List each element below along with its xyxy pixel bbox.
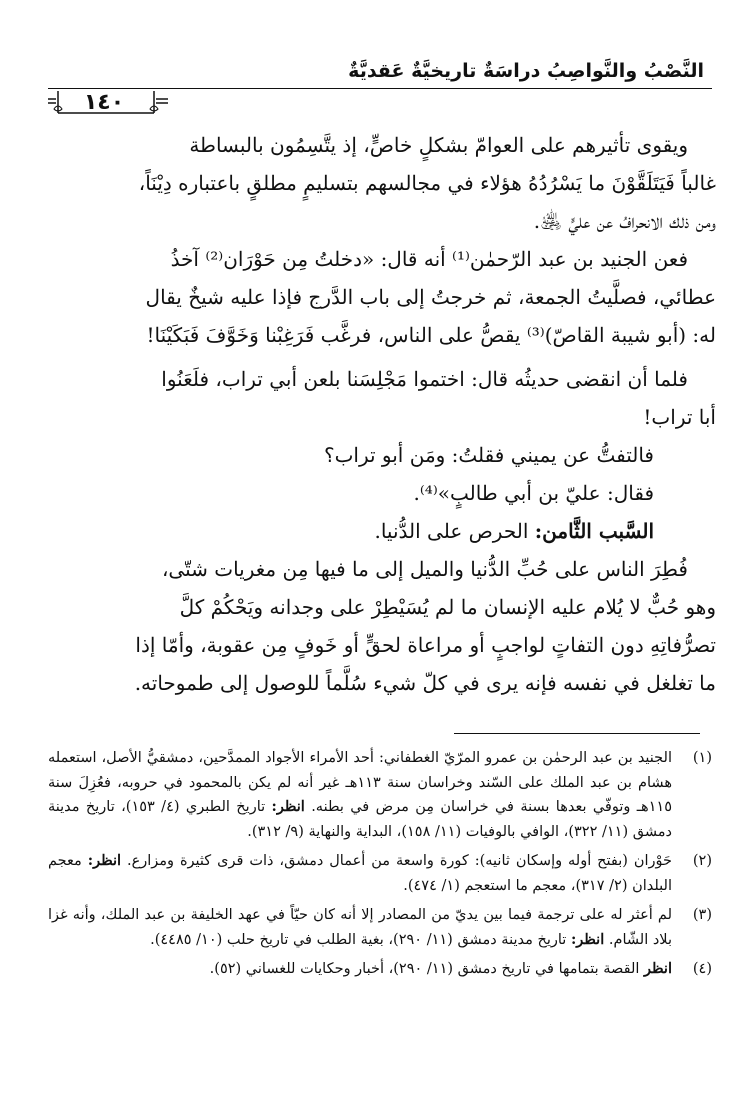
paragraph-line: له: (أبو شيبة القاصّ)⁽³⁾ يقصُّ على الناس، فرغَّب فَرَغِبْنا وَخَوَّفَ فَبَكَيْنَا! (146, 323, 716, 347)
footnote-text: لم أعثر له على ترجمة فيما بين يديّ من المصادر إلا أنه كان حيّاً في عهد الخليفة بن عبد الملك، وأنه غزا بلاد الشّام. (48, 907, 672, 948)
footnote (48, 849, 712, 898)
footnote-number: (٣) (692, 907, 712, 923)
footnote-references: تاريخ مدينة دمشق (١١/ ٢٩٠)، بغية الطلب في تاريخ حلب (١٠/ ٤٤٨٥). (150, 931, 567, 948)
main-text (60, 126, 716, 702)
footnotes (48, 746, 712, 987)
footnote-see-label: انظر (644, 960, 672, 977)
section-heading-title: الحرص على الدُّنيا. (374, 519, 529, 543)
footnote-number: (١) (692, 750, 712, 766)
footnote-see-label: انظر: (570, 930, 605, 948)
paragraph-line: ومن ذلك الانحرافُ عن عليٍّ ﵁. (533, 209, 716, 233)
footnote-number: (٢) (692, 853, 712, 869)
footnote (48, 957, 712, 982)
footnote-see-label: انظر: (87, 852, 122, 869)
paragraph-line: تصرُّفاتِهِ دون التفاتٍ لواجبٍ أو مراعاة لحقٍّ أو خَوفٍ مِن عقوبة، وأمّا إذا (135, 633, 716, 657)
paragraph-line: وهو حُبٌّ لا يُلام عليه الإنسان ما لم يُسَيْطِرْ على وجدانه ويَحْكُمْ كلَّ (179, 595, 716, 619)
paragraph-line: فعن الجنيد بن عبد الرّحمٰن⁽¹⁾ أنه قال: «دخلتُ مِن حَوْرَان⁽²⁾ آخذُ (170, 247, 688, 271)
paragraph-line: عطائي، فصلَّيتُ الجمعة، ثم خرجتُ إلى باب الدَّرج فإذا عليه شيخٌ يقال (145, 285, 716, 309)
footnote-see-label: انظر: (271, 798, 305, 815)
section-heading-label: السَّبب الثَّامن: (534, 519, 654, 543)
book-title: النَّصْبُ والنَّواصِبُ دراسَةٌ تاريخيَّةٌ عَقديَّةٌ (348, 60, 704, 82)
page-number: ١٤٠ (83, 90, 125, 115)
paragraph-line: غالباً فَيَتَلَقَّوْنَ ما يَسْرُدُهُ هؤلاء في مجالسهم بتسليمٍ مطلقٍ باعتباره دِيْنَاً، (138, 171, 716, 195)
section-heading (60, 512, 716, 550)
footnote-references: القصة بتمامها في تاريخ دمشق (١١/ ٢٩٠)، أخبار وحكايات للغساني (٥٢). (209, 961, 640, 977)
paragraph-line: فقال: عليّ بن أبي طالبٍ»⁽⁴⁾. (413, 481, 654, 505)
paragraph-line: ما تغلغل في نفسه فإنه يرى في كلّ شيء سُلَّماً للوصول إلى طموحاته. (134, 671, 716, 695)
footnote-number: (٤) (692, 961, 712, 977)
paragraph-line: ويقوى تأثيرهم على العوامّ بشكلٍ خاصٍّ، إذ يتَّسِمُون بالبساطة (189, 133, 688, 157)
footnote-references: تاريخ الطبري (٤/ ١٥٣)، تاريخ مدينة دمشق (١١/ ٣٢٢)، الوافي بالوفيات (١١/ ١٥٨)، البداية والنهاية (٩/ ٣١٢). (48, 799, 672, 840)
paragraph-line: أبا تراب! (643, 405, 716, 429)
footnote-references: معجم البلدان (٢/ ٣١٧)، معجم ما استعجم (١/ ٤٧٤). (48, 853, 672, 894)
paragraph-line: فالتفتُّ عن يميني فقلتُ: ومَن أبو تراب؟ (323, 443, 654, 467)
footnote-separator (454, 733, 700, 734)
paragraph-line: فُطِرَ الناس على حُبِّ الدُّنيا والميل إلى ما فيها مِن مغريات شتّى، (161, 557, 688, 581)
footnote (48, 746, 712, 844)
footnote (48, 903, 712, 952)
footnote-text: حَوْران (بفتح أوله وإسكان ثانيه): كورة واسعة من أعمال دمشق، ذات قرى كثيرة ومزارع. (126, 853, 673, 869)
paragraph-line: فلما أن انقضى حديثُه قال: اختموا مَجْلِسَنا بلعن أبي تراب، فلَعَنُوا (161, 367, 688, 391)
footnote-text: الجنيد بن عبد الرحمٰن بن عمرو المرّيّ الغطفاني: أحد الأمراء الأجواد الممدَّحين، دمشقيُّ الأصل، استعمله هشام بن عبد الملك على السّند وخراسان سنة ١١٣هـ غير أنه لم يكن بالمحمود في حروبه، فعُزِلَ سنة ١١٥هـ وتوفّي بعدها بسنة في خراسان مِن مرض في بطنه. (48, 750, 673, 815)
page-header (48, 58, 712, 118)
page-number-frame (48, 87, 168, 117)
